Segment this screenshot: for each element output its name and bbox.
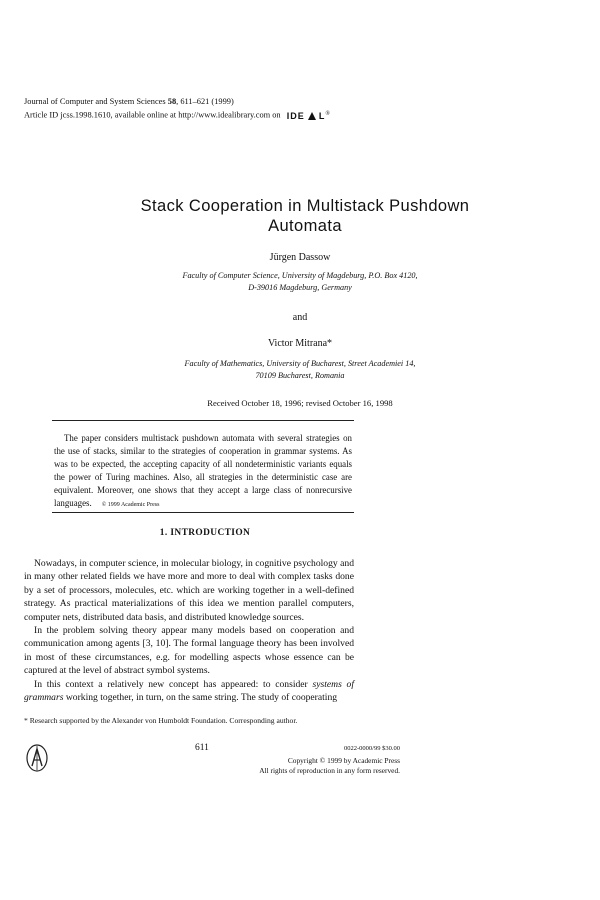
publisher-copyright: Copyright © 1999 by Academic Press All rights of reproduction in any form reserved. <box>259 756 400 775</box>
journal-citation: Journal of Computer and System Sciences 58, 611–621 (1999) <box>24 97 234 106</box>
page-number: 611 <box>195 743 209 753</box>
ideal-logo-figure-icon <box>307 111 317 120</box>
author-name: Jürgen Dassow <box>269 252 331 263</box>
abstract: The paper considers multistack pushdown automata with several strategies on the use of stacks, similar to the strategies of cooperation in grammar systems. As was to be expected, the accepting capacity of all nondeterministic variants equals the power of Turing machines. Also, all strategies in the deterministic case are equivalent. Moreover, one shows that they accept a large class of nonrecursive languages. © 1999 Academic Press <box>54 433 352 508</box>
price-code: 0022-0000/99 $30.00 <box>344 745 400 752</box>
paper-title: Stack Cooperation in Multistack Pushdown Automata <box>140 197 470 235</box>
paragraph: In this context a relatively new concept has appeared: to consider systems of grammars working together, in turn, on the same string. The study of cooperating <box>24 678 355 704</box>
article-id-line: Article ID jcss.1998.1610, available online at http://www.idealibrary.com on IDE L® <box>24 108 330 123</box>
journal-volume: 58 <box>167 97 177 106</box>
section-heading: 1. INTRODUCTION <box>159 528 251 538</box>
author-name: Victor Mitrana* <box>267 338 333 349</box>
introduction-body <box>24 557 354 704</box>
ideal-logo: IDE L® <box>286 110 330 121</box>
author-conjunction: and <box>292 312 308 323</box>
received-dates: Received October 18, 1996; revised October 16, 1998 <box>207 398 393 408</box>
academic-press-logo-icon <box>24 742 50 774</box>
abstract-copyright: © 1999 Academic Press <box>101 502 160 508</box>
author-affiliation: Faculty of Mathematics, University of Bucharest, Street Academiei 14, 70109 Bucharest, Romania <box>184 359 416 380</box>
abstract-bottom-rule <box>52 512 354 513</box>
author-affiliation: Faculty of Computer Science, University of Magdeburg, P.O. Box 4120, D-39016 Magdeburg, Germany <box>182 271 418 292</box>
paragraph: In the problem solving theory appear many models based on cooperation and communication among agents [3, 10]. The formal language theory has been involved in most of these circumstances, e.g. for modelling aspects whose essence can be captured at the level of abstract symbol systems. <box>24 625 354 677</box>
abstract-top-rule <box>52 420 354 421</box>
journal-header <box>24 96 330 123</box>
footnote: * Research supported by the Alexander von Humboldt Foundation. Corresponding author. <box>24 716 298 725</box>
paragraph: Nowadays, in computer science, in molecular biology, in cognitive psychology and in many other related fields we have more and more to deal with complex tasks done by a set of processors, molecules, etc. which are working together in a well-defined strategy. As practical materializations of this idea we mention parallel computers, computer nets, distributed data basis, and distributed knowledge sources. <box>24 558 354 623</box>
